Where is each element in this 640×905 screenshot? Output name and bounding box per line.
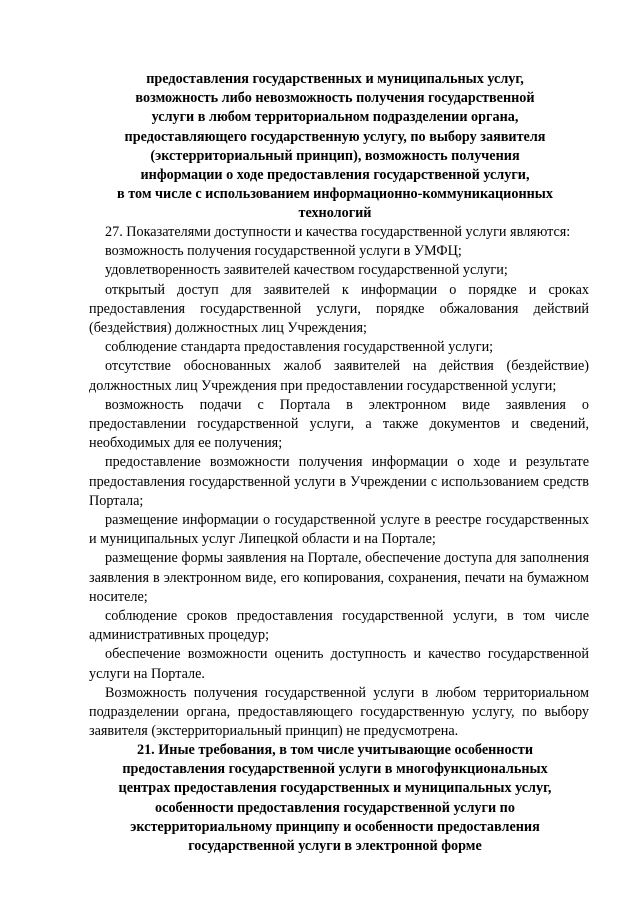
heading-line: предоставления государственной услуги в многофункциональных xyxy=(122,761,548,778)
paragraph: размещение информации о государственной услуге в реестре государственных и муниципальных услуг Липецкой области и на Портале; xyxy=(89,512,589,548)
body-text xyxy=(89,223,589,741)
paragraph: размещение формы заявления на Портале, обеспечение доступа для заполнения заявления в электронном виде, его копирования, сохранения, печати на бумажном носителе; xyxy=(89,550,589,605)
paragraph: соблюдение стандарта предоставления государственной услуги; xyxy=(105,339,494,356)
heading-line: услуги в любом территориальном подразделении органа, xyxy=(151,109,519,126)
paragraph: предоставление возможности получения информации о ходе и результате предоставления государственной услуги в Учреждении с использованием средств Портала; xyxy=(89,454,589,509)
heading-line: экстерриториальному принципу и особенности предоставления xyxy=(130,818,540,835)
heading-line: предоставляющего государственную услугу, по выбору заявителя xyxy=(124,128,546,145)
heading-line: государственной услуги в электронной форме xyxy=(188,838,482,855)
heading-line: в том числе с использованием информационно-коммуникационных xyxy=(117,186,553,203)
heading-line: информации о ходе предоставления государственной услуги, xyxy=(140,167,530,184)
paragraph: соблюдение сроков предоставления государственной услуги, в том числе административных процедур; xyxy=(89,608,589,644)
paragraph: открытый доступ для заявителей к информации о порядке и сроках предоставления государственной услуги, порядке обжалования действий (бездействия) должностных лиц Учреждения; xyxy=(89,281,589,337)
heading-line: 21. Иные требования, в том числе учитывающие особенности xyxy=(136,742,534,758)
heading-line: центрах предоставления государственных и муниципальных услуг, xyxy=(118,780,552,797)
paragraph: отсутствие обоснованных жалоб заявителей на действия (бездействие) должностных лиц Учреждения при предоставлении государственной услуги; xyxy=(89,358,589,394)
heading-line: особенности предоставления государственной услуги по xyxy=(155,799,515,816)
section-heading-21 xyxy=(80,741,590,856)
heading-line: возможность либо невозможность получения государственной xyxy=(135,90,535,107)
paragraph: удовлетворенность заявителей качеством государственной услуги; xyxy=(105,262,508,279)
paragraph: возможность получения государственной услуги в УМФЦ; xyxy=(105,243,462,260)
paragraph-item-27: 27. Показателями доступности и качества государственной услуги являются: xyxy=(105,224,571,240)
paragraph: возможность подачи с Портала в электронном виде заявления о предоставлении государственной услуги, а также документов и сведений, необходимых для ее получения; xyxy=(89,396,589,452)
paragraph: обеспечение возможности оценить доступность и качество государственной услуги на Портале. xyxy=(89,646,589,682)
heading-line: предоставления государственных и муниципальных услуг, xyxy=(146,71,524,87)
heading-line: (экстерриториальный принцип), возможность получения xyxy=(150,147,520,164)
paragraph: Возможность получения государственной услуги в любом территориальном подразделении органа, предоставляющего государственную услугу, по выбору заявителя (экстерриториальный принцип) не предусмотрена. xyxy=(89,684,589,740)
section-heading-top xyxy=(80,70,590,224)
heading-line: технологий xyxy=(298,205,372,222)
